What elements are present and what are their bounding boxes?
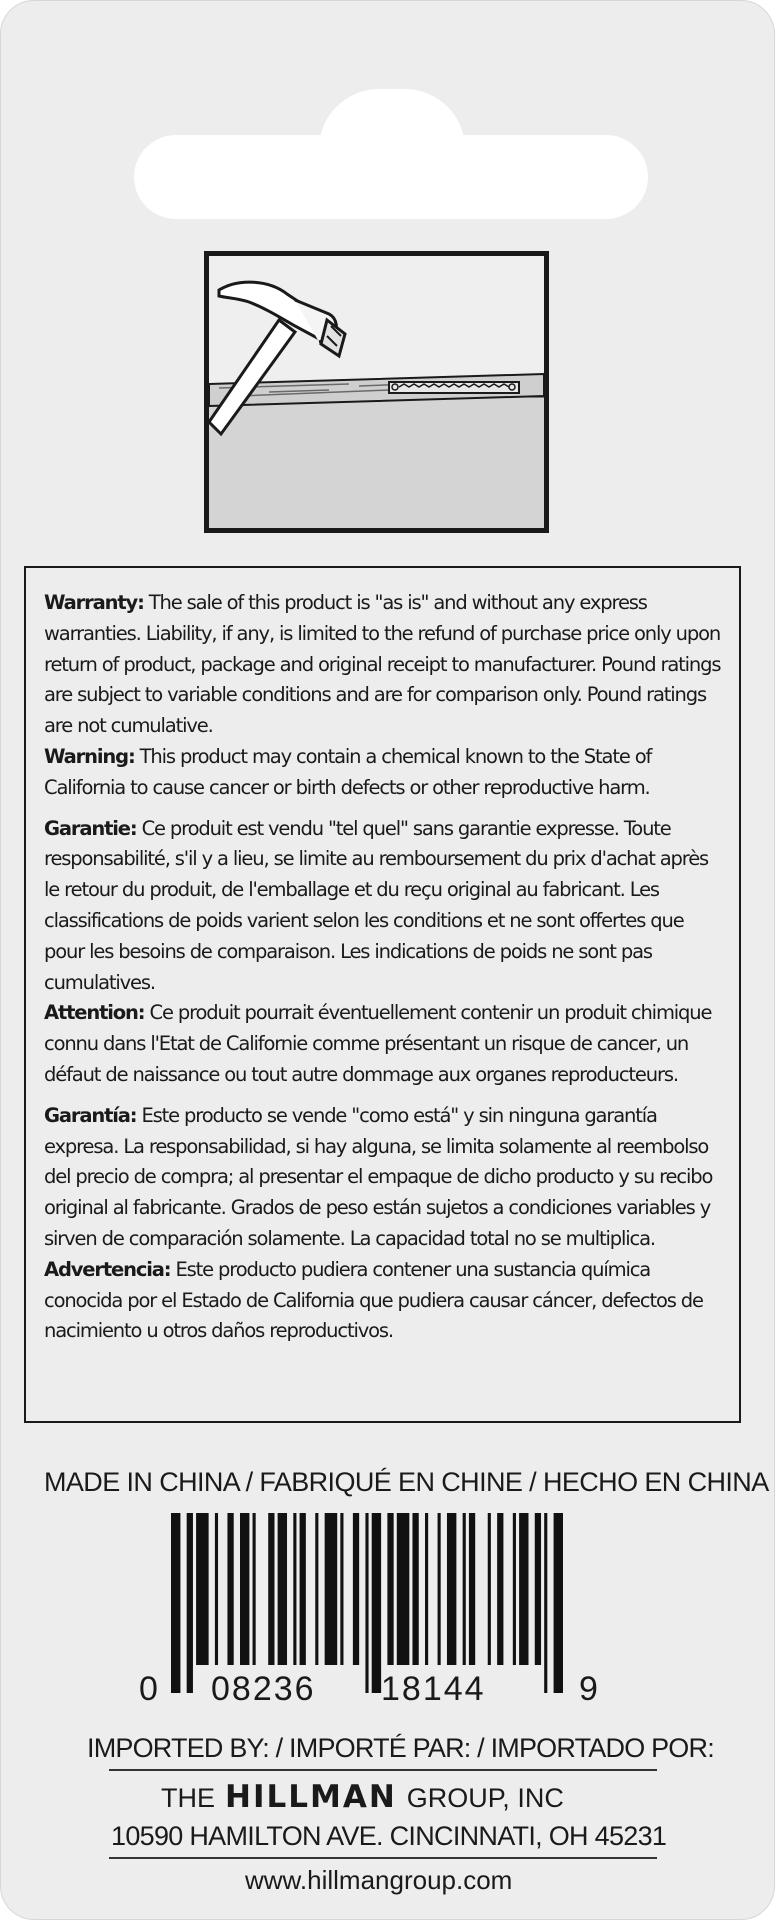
barcode-bar xyxy=(469,1513,475,1665)
attention-text: Ce produit pourrait éventuellement contenir un produit chimique connu dans l'Etat de Californie comme présentant un risque de cancer, un défaut de naissance ou tout autre dommage aux organes reproducteurs. xyxy=(44,1001,712,1086)
barcode-bar xyxy=(463,1513,466,1665)
barcode-bar xyxy=(315,1513,318,1665)
barcode-bar xyxy=(387,1513,393,1665)
company-the: THE xyxy=(161,1783,215,1813)
company-address: 10590 HAMILTON AVE. CINCINNATI, OH 45231 xyxy=(111,1821,667,1851)
attention-paragraph xyxy=(44,998,723,1090)
barcode-bar xyxy=(513,1513,516,1665)
barcode-bar xyxy=(215,1513,218,1665)
barcode-bar xyxy=(340,1513,343,1665)
barcode-bar xyxy=(268,1513,274,1665)
barcode-bar xyxy=(187,1513,193,1693)
barcode-bar xyxy=(196,1513,209,1665)
attention-label: Attention: xyxy=(44,1001,145,1025)
advertencia-text: Este producto pudiera contener una sustancia química conocida por el Estado de California que pudiera causar cáncer, defectos de nacimiento u otros daños reproductivos. xyxy=(44,1257,703,1343)
garantie-label: Garantie: xyxy=(44,816,137,840)
garantia-paragraph xyxy=(44,1101,723,1255)
barcode-bar xyxy=(412,1513,418,1665)
barcode-bar xyxy=(438,1513,441,1665)
barcode-bar xyxy=(325,1513,338,1665)
barcode-bar xyxy=(425,1513,428,1665)
barcode-bar xyxy=(227,1513,233,1665)
warranty-text: The sale of this product is "as is" and without any express warranties. Liability, if any, is limited to the refund of purchase price only upon return of product, package and original receipt to manufacturer. Pound ratings are subject to variable conditions and are for comparison only. Pound ratings are not cumulative. xyxy=(44,591,721,738)
barcode-digits-group-1: 08236 xyxy=(211,1670,316,1708)
barcode-bar xyxy=(488,1513,491,1665)
barcode-bar xyxy=(554,1513,563,1693)
barcode-bar xyxy=(372,1513,381,1693)
advertencia-label: Advertencia: xyxy=(44,1257,171,1281)
warranty-label: Warranty: xyxy=(44,591,144,614)
company-group: GROUP, INC xyxy=(406,1783,564,1813)
barcode-bar xyxy=(535,1513,541,1665)
hillman-logo: HILLMAN xyxy=(225,1779,397,1815)
barcode-digit-right: 9 xyxy=(579,1670,600,1708)
hammer-nailing-hanger-icon xyxy=(209,256,544,528)
garantia-text: Este producto se vende "como está" y sin ninguna garantía expresa. La responsabilidad, si hay alguna, se limita solamente al reembolso del precio de compra; al presentar el empaque de dicho producto y su recibo original al fabricante. Grados de peso están sujetos a condiciones variables y sirven de comparación solamente. La capacidad total no se multiplica. xyxy=(44,1103,713,1250)
divider xyxy=(109,1769,657,1771)
garantie-paragraph xyxy=(44,814,723,999)
hammer-illustration xyxy=(204,251,549,533)
barcode-bar xyxy=(240,1513,249,1665)
barcode-bar xyxy=(544,1513,547,1693)
hang-hole xyxy=(134,135,648,219)
advertencia-paragraph xyxy=(44,1255,723,1347)
garantie-text: Ce produit est vendu "tel quel" sans garantie expresse. Toute responsabilité, s'il y a lieu, se limite au remboursement du prix d'achat après le retour du produit, de l'emballage et du reçu original au fabricant. Les classifications de poids varient selon les conditions et ne sont offertes que pour les besoins de comparaison. Les indications de poids ne sont pas cumulatives. xyxy=(44,816,709,994)
barcode-bar xyxy=(365,1513,368,1693)
barcode-bar xyxy=(397,1513,410,1665)
upc-barcode xyxy=(171,1513,563,1693)
warning-paragraph xyxy=(44,742,723,804)
barcode-digits-group-2: 18144 xyxy=(381,1670,486,1708)
garantia-label: Garantía: xyxy=(44,1103,137,1127)
warranty-paragraph xyxy=(44,588,723,742)
barcode-digit-left: 0 xyxy=(139,1670,160,1708)
warning-label: Warning: xyxy=(44,744,135,768)
warning-text: This product may contain a chemical known to the State of California to cause cancer or birth defects or other reproductive harm. xyxy=(44,744,652,799)
barcode-bar xyxy=(300,1513,306,1665)
barcode-bar xyxy=(293,1513,296,1665)
barcode-bar xyxy=(447,1513,456,1665)
divider xyxy=(109,1857,657,1859)
country-of-origin: MADE IN CHINA / FABRIQUÉ EN CHINE / HECHO EN CHINA xyxy=(44,1467,769,1497)
warnings-box xyxy=(24,566,741,1423)
barcode-bar xyxy=(253,1513,256,1665)
imported-by-label: IMPORTED BY: / IMPORTÉ PAR: / IMPORTADO POR: xyxy=(87,1733,714,1763)
barcode-bar xyxy=(278,1513,287,1665)
barcode-bar xyxy=(497,1513,503,1665)
website-link[interactable]: www.hillmangroup.com xyxy=(245,1865,513,1895)
company-name xyxy=(161,1779,564,1815)
barcode-bar xyxy=(353,1513,359,1665)
barcode-bar xyxy=(171,1513,180,1693)
barcode-bar xyxy=(519,1513,528,1665)
